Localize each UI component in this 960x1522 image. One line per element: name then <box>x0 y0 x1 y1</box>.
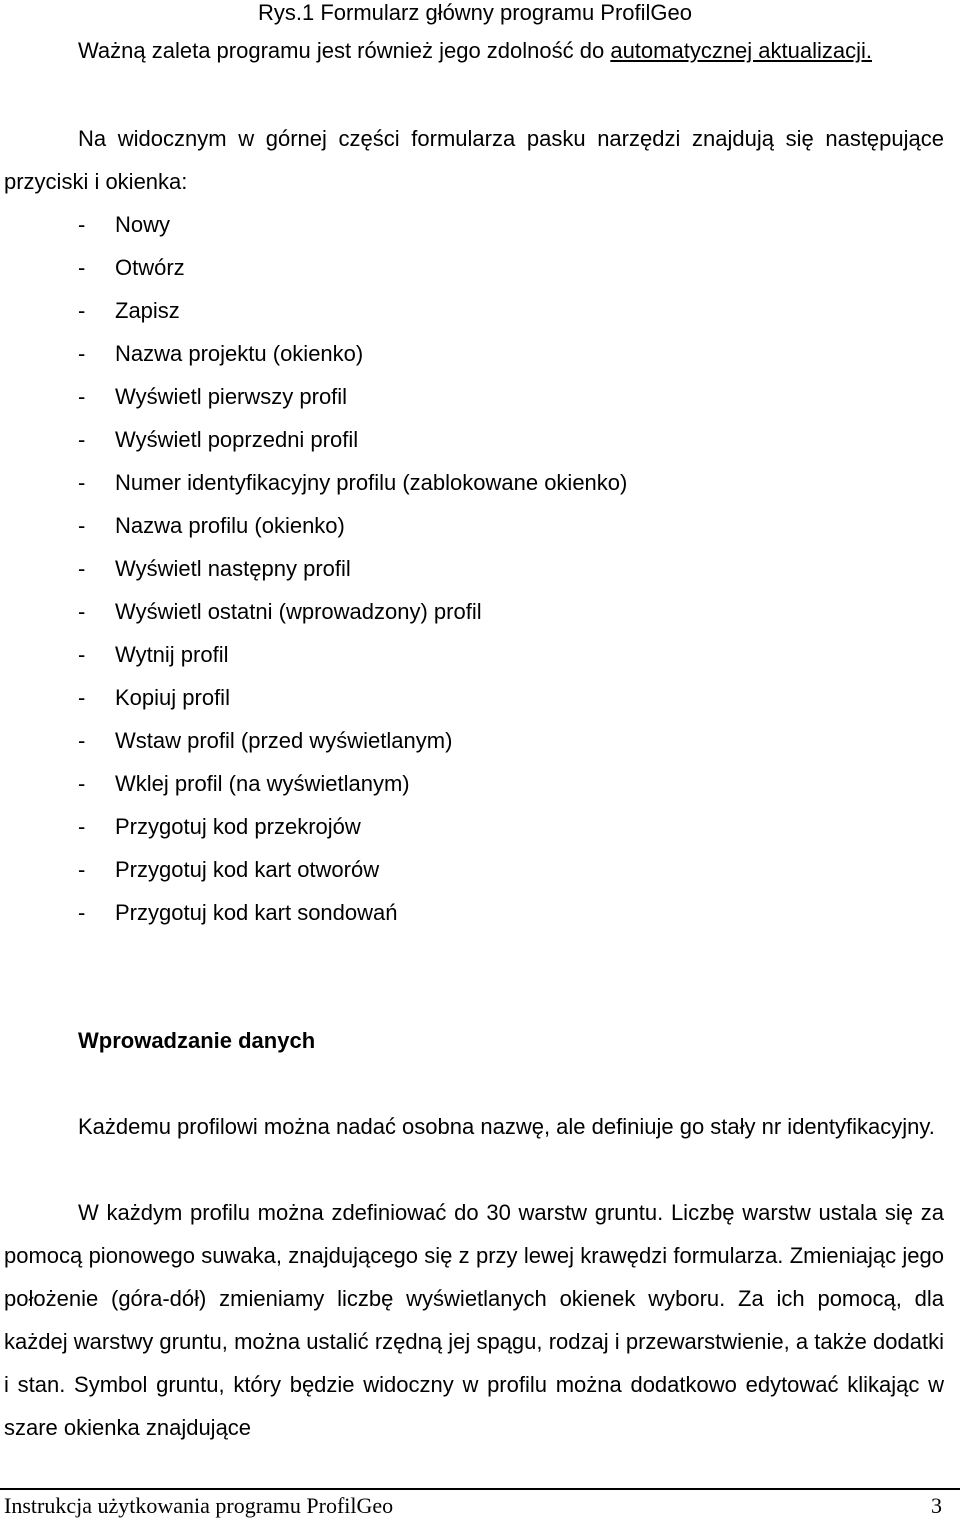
page-footer <box>4 1493 942 1519</box>
list-dash: - <box>78 685 86 710</box>
list-item <box>78 762 627 805</box>
list-item-label: Przygotuj kod kart otworów <box>115 857 380 882</box>
page-number: 3 <box>931 1493 942 1518</box>
list-item-label: Wyświetl poprzedni profil <box>115 427 359 452</box>
list-item <box>78 418 627 461</box>
list-item <box>78 676 627 719</box>
list-dash: - <box>78 556 86 581</box>
list-item <box>78 848 627 891</box>
list-dash: - <box>78 384 86 409</box>
list-item-label: Wklej profil (na wyświetlanym) <box>115 771 410 796</box>
list-dash: - <box>78 427 86 452</box>
list-dash: - <box>78 599 86 624</box>
footer-divider <box>0 1488 960 1490</box>
section-heading: Wprowadzanie danych <box>78 1028 316 1053</box>
list-item <box>78 504 627 547</box>
list-dash: - <box>78 900 86 925</box>
list-item <box>78 633 627 676</box>
list-item <box>78 375 627 418</box>
list-dash: - <box>78 255 86 280</box>
list-item-label: Nazwa profilu (okienko) <box>115 513 345 538</box>
figure-caption: Rys.1 Formularz główny programu ProfilGeo <box>257 0 693 25</box>
auto-update-link[interactable]: automatycznej aktualizacji. <box>610 38 873 63</box>
soil-layers-paragraph: W każdym profilu można zdefiniować do 30 warstw gruntu. Liczbę warstw ustala się za pomocą pionowego suwaka, znajdującego się z przy lewej krawędzi formularza. Zmieniając jego położenie (góra-dół) zmieniamy liczbę wyświetlanych okienek wyboru. Za ich pomocą, dla każdej warstwy gruntu, można ustalić rzędną jej spągu, rodzaj i przewarstwienie, a także dodatki i stan. Symbol gruntu, który będzie widoczny w profilu można dodatkowo edytować klikając w szare okienka znajdujące <box>4 1200 944 1440</box>
update-note <box>0 38 950 64</box>
list-item-label: Otwórz <box>115 255 185 280</box>
list-item <box>78 547 627 590</box>
list-item-label: Zapisz <box>115 298 180 323</box>
list-item <box>78 719 627 762</box>
list-item <box>78 805 627 848</box>
list-dash: - <box>78 642 86 667</box>
list-dash: - <box>78 814 86 839</box>
list-dash: - <box>78 470 86 495</box>
list-item-label: Nowy <box>115 212 171 237</box>
list-dash: - <box>78 771 86 796</box>
footer-title: Instrukcja użytkowania programu ProfilGeo <box>4 1493 394 1518</box>
list-item <box>78 203 627 246</box>
list-item <box>78 289 627 332</box>
toolbar-items-list <box>78 203 627 934</box>
list-dash: - <box>78 298 86 323</box>
list-item-label: Nazwa projektu (okienko) <box>115 341 364 366</box>
list-item-label: Wytnij profil <box>115 642 229 667</box>
list-item-label: Wyświetl ostatni (wprowadzony) profil <box>115 599 482 624</box>
list-item <box>78 332 627 375</box>
toolbar-intro-paragraph: Na widocznym w górnej części formularza pasku narzędzi znajdują się następujące przyciski i okienka: <box>4 126 944 194</box>
list-item-label: Wstaw profil (przed wyświetlanym) <box>115 728 453 753</box>
list-item-label: Numer identyfikacyjny profilu (zablokowane okienko) <box>115 470 628 495</box>
list-item-label: Przygotuj kod kart sondowań <box>115 900 398 925</box>
update-note-text: Ważną zaleta programu jest również jego zdolność do <box>77 38 611 63</box>
list-item <box>78 891 627 934</box>
list-item-label: Wyświetl następny profil <box>115 556 351 581</box>
list-dash: - <box>78 857 86 882</box>
list-item-label: Przygotuj kod przekrojów <box>115 814 361 839</box>
list-item-label: Wyświetl pierwszy profil <box>115 384 348 409</box>
list-item <box>78 590 627 633</box>
list-dash: - <box>78 728 86 753</box>
list-item-label: Kopiuj profil <box>115 685 230 710</box>
profile-name-paragraph: Każdemu profilowi można nadać osobna nazwę, ale definiuje go stały nr identyfikacyjny. <box>78 1114 935 1139</box>
list-dash: - <box>78 513 86 538</box>
list-dash: - <box>78 212 86 237</box>
list-item <box>78 461 627 504</box>
list-item <box>78 246 627 289</box>
list-dash: - <box>78 341 86 366</box>
